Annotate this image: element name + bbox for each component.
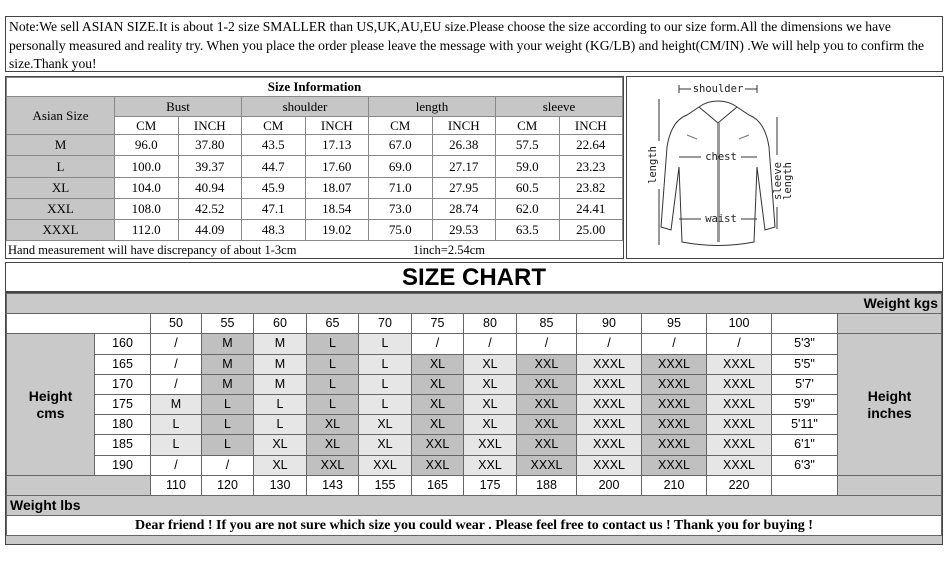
size-recommendation: L	[307, 394, 359, 414]
size-recommendation: XXXL	[642, 394, 707, 414]
height-inch-value: 5'3"	[772, 334, 838, 354]
size-value: 37.80	[178, 135, 242, 156]
weight-kg-header: 75	[412, 314, 464, 334]
size-recommendation: M	[254, 354, 307, 374]
size-row	[7, 135, 623, 156]
size-row	[7, 219, 623, 240]
size-value: 47.1	[242, 198, 306, 219]
size-recommendation: XXXL	[707, 415, 772, 435]
size-recommendation: XXL	[412, 435, 464, 455]
size-value: 26.38	[432, 135, 496, 156]
height-inches-label	[838, 334, 942, 475]
size-value: 48.3	[242, 219, 306, 240]
size-recommendation: M	[254, 374, 307, 394]
size-recommendation: XXXL	[577, 435, 642, 455]
unit-header: INCH	[559, 117, 623, 135]
corner-cell	[7, 314, 151, 334]
size-recommendation: XXXL	[577, 394, 642, 414]
bust-header: Bust	[115, 97, 242, 117]
length-header: length	[369, 97, 496, 117]
size-value: 60.5	[496, 177, 560, 198]
height-inch-value: 5'11"	[772, 415, 838, 435]
size-recommendation: XXL	[464, 455, 517, 475]
weight-kg-header: 85	[517, 314, 577, 334]
size-recommendation: /	[517, 334, 577, 354]
size-value: 18.07	[305, 177, 369, 198]
size-value: 44.7	[242, 156, 306, 177]
chart-row	[7, 334, 942, 354]
size-value: 22.64	[559, 135, 623, 156]
size-recommendation: XXL	[359, 455, 412, 475]
size-recommendation: XXL	[517, 415, 577, 435]
height-inch-value: 5'5"	[772, 354, 838, 374]
size-recommendation: XXL	[517, 435, 577, 455]
size-recommendation: /	[151, 374, 202, 394]
size-recommendation: L	[307, 334, 359, 354]
weight-kg-header: 50	[151, 314, 202, 334]
size-value: 25.00	[559, 219, 623, 240]
size-value: 104.0	[115, 177, 179, 198]
weight-kg-header: 55	[202, 314, 254, 334]
size-recommendation: XXXL	[577, 455, 642, 475]
size-value: 69.0	[369, 156, 433, 177]
size-recommendation: M	[151, 394, 202, 414]
size-value: 23.23	[559, 156, 623, 177]
waist-label: waist	[705, 213, 737, 225]
size-recommendation: XL	[464, 415, 517, 435]
height-cm-value: 185	[95, 435, 151, 455]
size-recommendation: XXL	[412, 455, 464, 475]
weight-lbs-value: 130	[254, 475, 307, 495]
height-cm-value: 160	[95, 334, 151, 354]
size-recommendation: XXXL	[707, 354, 772, 374]
chart-row	[7, 455, 942, 475]
weight-lbs-value: 110	[151, 475, 202, 495]
unit-header: INCH	[178, 117, 242, 135]
size-recommendation: XXXL	[577, 415, 642, 435]
size-value: 40.94	[178, 177, 242, 198]
size-recommendation: L	[359, 354, 412, 374]
size-value: 39.37	[178, 156, 242, 177]
size-value: 96.0	[115, 135, 179, 156]
size-label: XXL	[7, 198, 115, 219]
size-recommendation: XL	[412, 394, 464, 414]
size-recommendation: L	[359, 394, 412, 414]
size-recommendation: XL	[464, 374, 517, 394]
size-value: 57.5	[496, 135, 560, 156]
height-inch-value: 5'9"	[772, 394, 838, 414]
size-recommendation: XL	[307, 415, 359, 435]
size-recommendation: XXXL	[707, 455, 772, 475]
weight-kg-header: 80	[464, 314, 517, 334]
height-cm-value: 190	[95, 455, 151, 475]
size-recommendation: /	[151, 354, 202, 374]
corner-cell	[838, 475, 942, 495]
chest-label: chest	[705, 151, 737, 163]
size-recommendation: XL	[359, 415, 412, 435]
size-recommendation: XL	[307, 435, 359, 455]
size-recommendation: XXL	[517, 394, 577, 414]
height-cms-label	[7, 334, 95, 475]
size-value: 62.0	[496, 198, 560, 219]
size-row	[7, 177, 623, 198]
size-recommendation: /	[151, 334, 202, 354]
chart-row	[7, 415, 942, 435]
asian-size-header: Asian Size	[7, 97, 115, 135]
size-value: 23.82	[559, 177, 623, 198]
weight-lbs-value: 120	[202, 475, 254, 495]
size-recommendation: M	[202, 334, 254, 354]
unit-header: CM	[242, 117, 306, 135]
corner-cell	[7, 475, 151, 495]
size-label: XL	[7, 177, 115, 198]
size-recommendation: XXXL	[577, 354, 642, 374]
sleeve-length-label: length	[782, 162, 794, 200]
size-recommendation: XL	[254, 455, 307, 475]
shirt-measurement-diagram	[626, 76, 944, 259]
weight-lbs-label: Weight lbs	[7, 495, 942, 515]
unit-header: INCH	[432, 117, 496, 135]
size-value: 73.0	[369, 198, 433, 219]
size-value: 71.0	[369, 177, 433, 198]
unit-header: INCH	[305, 117, 369, 135]
chart-row	[7, 374, 942, 394]
size-recommendation: XXL	[517, 354, 577, 374]
weight-kg-header: 100	[707, 314, 772, 334]
weight-kg-header: 65	[307, 314, 359, 334]
weight-lbs-value: 175	[464, 475, 517, 495]
size-value: 44.09	[178, 219, 242, 240]
size-recommendation: L	[202, 435, 254, 455]
unit-header: CM	[115, 117, 179, 135]
size-recommendation: L	[151, 415, 202, 435]
size-recommendation: /	[412, 334, 464, 354]
chart-row	[7, 354, 942, 374]
weight-lbs-value: 220	[707, 475, 772, 495]
size-value: 108.0	[115, 198, 179, 219]
sleeve-label: sleeve	[772, 162, 784, 200]
size-value: 17.60	[305, 156, 369, 177]
size-recommendation: XL	[254, 435, 307, 455]
size-recommendation: /	[464, 334, 517, 354]
height-cms-line: Height	[28, 387, 73, 404]
weight-kg-header: 60	[254, 314, 307, 334]
height-cm-value: 165	[95, 354, 151, 374]
size-value: 45.9	[242, 177, 306, 198]
height-cm-value: 175	[95, 394, 151, 414]
size-recommendation: XXXL	[517, 455, 577, 475]
size-recommendation: L	[359, 374, 412, 394]
size-recommendation: /	[151, 455, 202, 475]
height-inches-line: Height	[867, 387, 912, 404]
shoulder-label: shoulder	[692, 83, 744, 95]
weight-kg-header: 95	[642, 314, 707, 334]
height-cm-value: 170	[95, 374, 151, 394]
size-recommendation: XXL	[307, 455, 359, 475]
measurement-footnote: Hand measurement will have discrepancy of about 1-3cm	[8, 243, 297, 257]
size-value: 29.53	[432, 219, 496, 240]
size-recommendation: L	[202, 415, 254, 435]
contact-message: Dear friend ! If you are not sure which size you could wear . Please feel free to contact us ! Thank you for buying !	[7, 516, 942, 536]
corner-cell	[772, 314, 838, 334]
size-label: XXXL	[7, 219, 115, 240]
size-recommendation: XXXL	[642, 435, 707, 455]
unit-header: CM	[369, 117, 433, 135]
weight-lbs-value: 188	[517, 475, 577, 495]
size-recommendation: XXXL	[642, 354, 707, 374]
weight-lbs-value: 165	[412, 475, 464, 495]
weight-lbs-value: 143	[307, 475, 359, 495]
height-cm-value: 180	[95, 415, 151, 435]
size-recommendation: /	[577, 334, 642, 354]
size-recommendation: XXL	[464, 435, 517, 455]
size-recommendation: XL	[464, 394, 517, 414]
corner-cell	[838, 314, 942, 334]
size-value: 63.5	[496, 219, 560, 240]
size-recommendation: XXXL	[642, 374, 707, 394]
size-row	[7, 156, 623, 177]
size-note: Note:We sell ASIAN SIZE.It is about 1-2 size SMALLER than US,UK,AU,EU size.Please choose the size according to our size form.All the dimensions we have personally measured and reality try. When you place the order please leave the message with your weight (KG/LB) and height(CM/IN) .We will help you to confirm the size.Thank you!	[5, 16, 943, 72]
size-recommendation: XL	[412, 415, 464, 435]
size-recommendation: XL	[464, 354, 517, 374]
corner-cell	[772, 475, 838, 495]
size-info-footer	[8, 242, 620, 258]
size-recommendation: L	[151, 435, 202, 455]
height-inch-value: 6'3"	[772, 455, 838, 475]
size-value: 42.52	[178, 198, 242, 219]
size-value: 24.41	[559, 198, 623, 219]
height-inch-value: 6'1"	[772, 435, 838, 455]
size-recommendation: XL	[412, 354, 464, 374]
length-label: length	[647, 146, 659, 184]
size-recommendation: /	[202, 455, 254, 475]
size-recommendation: XXXL	[642, 455, 707, 475]
chart-row	[7, 394, 942, 414]
size-recommendation: L	[359, 334, 412, 354]
size-value: 17.13	[305, 135, 369, 156]
size-recommendation: M	[202, 354, 254, 374]
weight-lbs-value: 155	[359, 475, 412, 495]
shirt-illustration	[627, 77, 943, 258]
size-recommendation: XXL	[517, 374, 577, 394]
size-value: 27.17	[432, 156, 496, 177]
size-value: 43.5	[242, 135, 306, 156]
unit-conversion: 1inch=2.54cm	[413, 243, 485, 257]
size-chart	[5, 292, 943, 545]
height-cms-unit: cms	[36, 404, 65, 421]
size-recommendation: L	[307, 374, 359, 394]
size-recommendation: XXXL	[707, 435, 772, 455]
size-recommendation: XXXL	[707, 374, 772, 394]
height-inches-unit: inches	[867, 404, 912, 421]
weight-kgs-label: Weight kgs	[7, 294, 942, 314]
size-recommendation: M	[202, 374, 254, 394]
size-recommendation: XL	[412, 374, 464, 394]
size-value: 19.02	[305, 219, 369, 240]
shoulder-header: shoulder	[242, 97, 369, 117]
chart-row	[7, 435, 942, 455]
size-recommendation: L	[307, 354, 359, 374]
size-chart-title: SIZE CHART	[5, 262, 943, 292]
size-recommendation: /	[642, 334, 707, 354]
size-recommendation: XXXL	[577, 374, 642, 394]
size-info-title: Size Information	[7, 78, 623, 97]
size-recommendation: /	[707, 334, 772, 354]
height-inch-value: 5'7'	[772, 374, 838, 394]
weight-lbs-value: 210	[642, 475, 707, 495]
size-value: 100.0	[115, 156, 179, 177]
size-recommendation: L	[202, 394, 254, 414]
size-value: 27.95	[432, 177, 496, 198]
size-information-table	[5, 76, 624, 259]
weight-lbs-value: 200	[577, 475, 642, 495]
size-value: 112.0	[115, 219, 179, 240]
size-recommendation: XXXL	[707, 394, 772, 414]
size-label: L	[7, 156, 115, 177]
size-recommendation: XXXL	[642, 415, 707, 435]
size-recommendation: XL	[359, 435, 412, 455]
size-value: 67.0	[369, 135, 433, 156]
weight-kg-header: 90	[577, 314, 642, 334]
size-label: M	[7, 135, 115, 156]
size-value: 75.0	[369, 219, 433, 240]
size-recommendation: L	[254, 415, 307, 435]
size-row	[7, 198, 623, 219]
unit-header: CM	[496, 117, 560, 135]
size-recommendation: L	[254, 394, 307, 414]
size-value: 59.0	[496, 156, 560, 177]
size-value: 28.74	[432, 198, 496, 219]
weight-kg-header: 70	[359, 314, 412, 334]
size-value: 18.54	[305, 198, 369, 219]
size-recommendation: M	[254, 334, 307, 354]
sleeve-header: sleeve	[496, 97, 623, 117]
